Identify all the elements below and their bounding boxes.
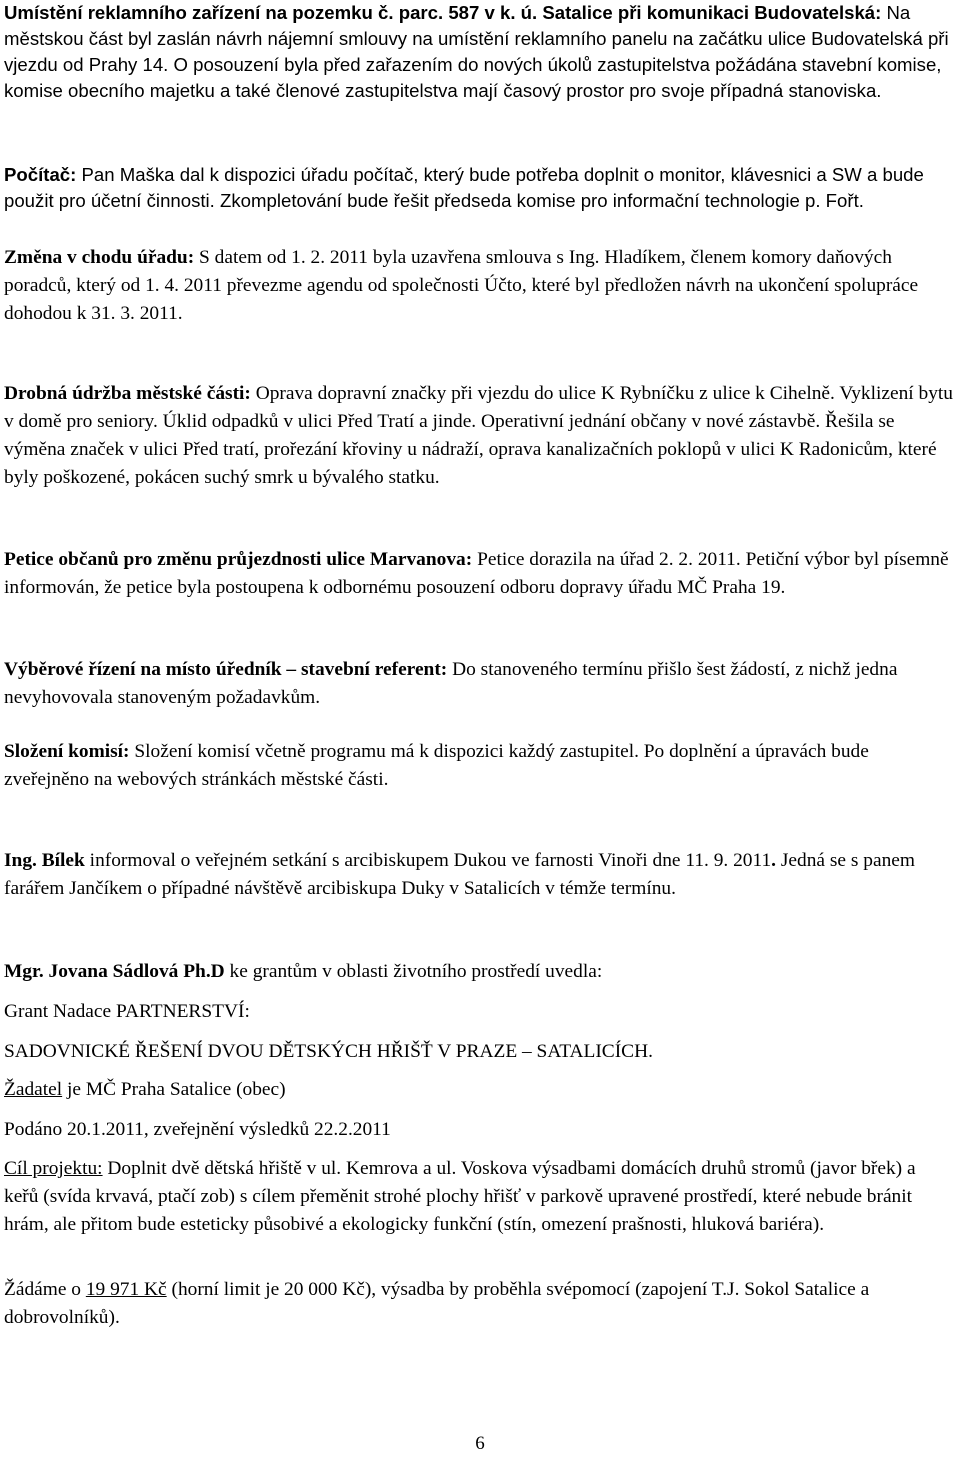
paragraph-petition xyxy=(4,546,954,602)
text-bilek-2: Jedná se s panem farářem Jančíkem o případné návštěvě arcibiskupa Duky v Satalicích v témže termínu. xyxy=(4,850,915,899)
paragraph-computer xyxy=(4,162,954,214)
paragraph-grant-title: Grant Nadace PARTNERSTVÍ: xyxy=(4,1001,250,1022)
paragraph-bilek xyxy=(4,847,954,903)
text-sadlova: ke grantům v oblasti životního prostředí uvedla: xyxy=(224,961,603,982)
heading-bilek: Ing. Bílek xyxy=(4,850,85,871)
label-applicant: Žadatel xyxy=(4,1079,63,1100)
paragraph-committees xyxy=(4,738,954,794)
paragraph-selection xyxy=(4,656,954,712)
text-selection: Do stanoveného termínu přišlo šest žádostí, z nichž jedna nevyhovovala stanoveným požadavkům. xyxy=(4,659,898,708)
heading-sadlova: Mgr. Jovana Sádlová Ph.D xyxy=(4,961,225,982)
paragraph-advertising-device xyxy=(4,0,954,104)
text-project-goal: Doplnit dvě dětská hřiště v ul. Kemrova a ul. Voskova výsadbami domácích druhů stromů (javor břek) a keřů (svída krvavá, ptačí zob) s cílem přeměnit strohé plochy hřišť v parkově upravené prostředí, které nebude bránit hrám, ale přitom bude esteticky působivé a ekologicky funkční (stín, omezení prašnosti, hluková bariéra). xyxy=(4,1158,916,1235)
page-number: 6 xyxy=(475,1433,485,1454)
text-bilek-1: informoval o veřejném setkání s arcibiskupem Dukou ve farnosti Vinoři dne 11. 9. 2011 xyxy=(84,850,772,871)
paragraph-project-title: SADOVNICKÉ ŘEŠENÍ DVOU DĚTSKÝCH HŘIŠŤ V PRAZE – SATALICÍCH. xyxy=(4,1041,653,1062)
text-computer: Pan Maška dal k dispozici úřadu počítač, který bude potřeba doplnit o monitor, klávesnici a SW a bude použit pro účetní činnosti. Zkompletování bude řešit předseda komise pro informační technologie p. Fořt. xyxy=(4,164,924,211)
request-amount: 19 971 Kč xyxy=(85,1279,167,1300)
heading-office-change: Změna v chodu úřadu: xyxy=(4,247,195,268)
label-project-goal: Cíl projektu: xyxy=(4,1158,103,1179)
paragraph-request xyxy=(4,1276,954,1332)
heading-maintenance: Drobná údržba městské části: xyxy=(4,383,251,404)
paragraph-maintenance xyxy=(4,380,954,492)
heading-petition: Petice občanů pro změnu průjezdnosti ulice Marvanova: xyxy=(4,549,473,570)
text-advertising-device: Na městskou část byl zaslán návrh nájemní smlouvy na umístění reklamního panelu na začátku ulice Budovatelská při vjezdu od Prahy 14. O posouzení byla před zařazením do nových úkolů zastupitelstva požádána stavební komise, komise obecního majetku a také členové zastupitelstva mají časový prostor pro svoje případná stanoviska. xyxy=(4,2,949,101)
heading-selection: Výběrové řízení na místo úředník – stavební referent: xyxy=(4,659,448,680)
bilek-period: . xyxy=(771,850,777,871)
text-applicant: je MČ Praha Satalice (obec) xyxy=(62,1079,286,1100)
text-request-1: Žádáme o xyxy=(4,1279,86,1300)
heading-computer: Počítač: xyxy=(4,164,77,185)
text-committees: Složení komisí včetně programu má k dispozici každý zastupitel. Po doplnění a úpravách bude zveřejněno na webových stránkách městské části. xyxy=(4,741,869,790)
text-petition: Petice dorazila na úřad 2. 2. 2011. Petiční výbor byl písemně informován, že petice byla postoupena k odbornému posouzení odboru dopravy úřadu MČ Praha 19. xyxy=(4,549,949,598)
paragraph-project-goal xyxy=(4,1155,954,1239)
paragraph-submitted: Podáno 20.1.2011, zveřejnění výsledků 22.2.2011 xyxy=(4,1119,391,1140)
heading-committees: Složení komisí: xyxy=(4,741,130,762)
paragraph-office-change xyxy=(4,244,954,328)
text-office-change: S datem od 1. 2. 2011 byla uzavřena smlouva s Ing. Hladíkem, členem komory daňových poradců, který od 1. 4. 2011 převezme agendu od společnosti Účto, které byl předložen návrh na ukončení spolupráce dohodou k 31. 3. 2011. xyxy=(4,247,919,324)
paragraph-applicant xyxy=(4,1076,954,1104)
heading-advertising-device: Umístění reklamního zařízení na pozemku č. parc. 587 v k. ú. Satalice při komunikaci Budovatelská: xyxy=(4,2,882,23)
text-maintenance: Oprava dopravní značky při vjezdu do ulice K Rybníčku z ulice k Cihelně. Vyklizení bytu v domě pro seniory. Úklid odpadků v ulici Před Tratí a jinde. Operativní jednání občany v nové zástavbě. Řešila se výměna značek v ulici Před tratí, prořezání křoviny u nádraží, oprava kanalizačních poklopů v ulici K Radonicům, které byly poškozené, pokácen suchý smrk u bývalého statku. xyxy=(4,383,953,488)
text-request-2: (horní limit je 20 000 Kč), výsadba by proběhla svépomocí (zapojení T.J. Sokol Satalice a dobrovolníků). xyxy=(4,1279,870,1328)
paragraph-sadlova xyxy=(4,958,954,986)
